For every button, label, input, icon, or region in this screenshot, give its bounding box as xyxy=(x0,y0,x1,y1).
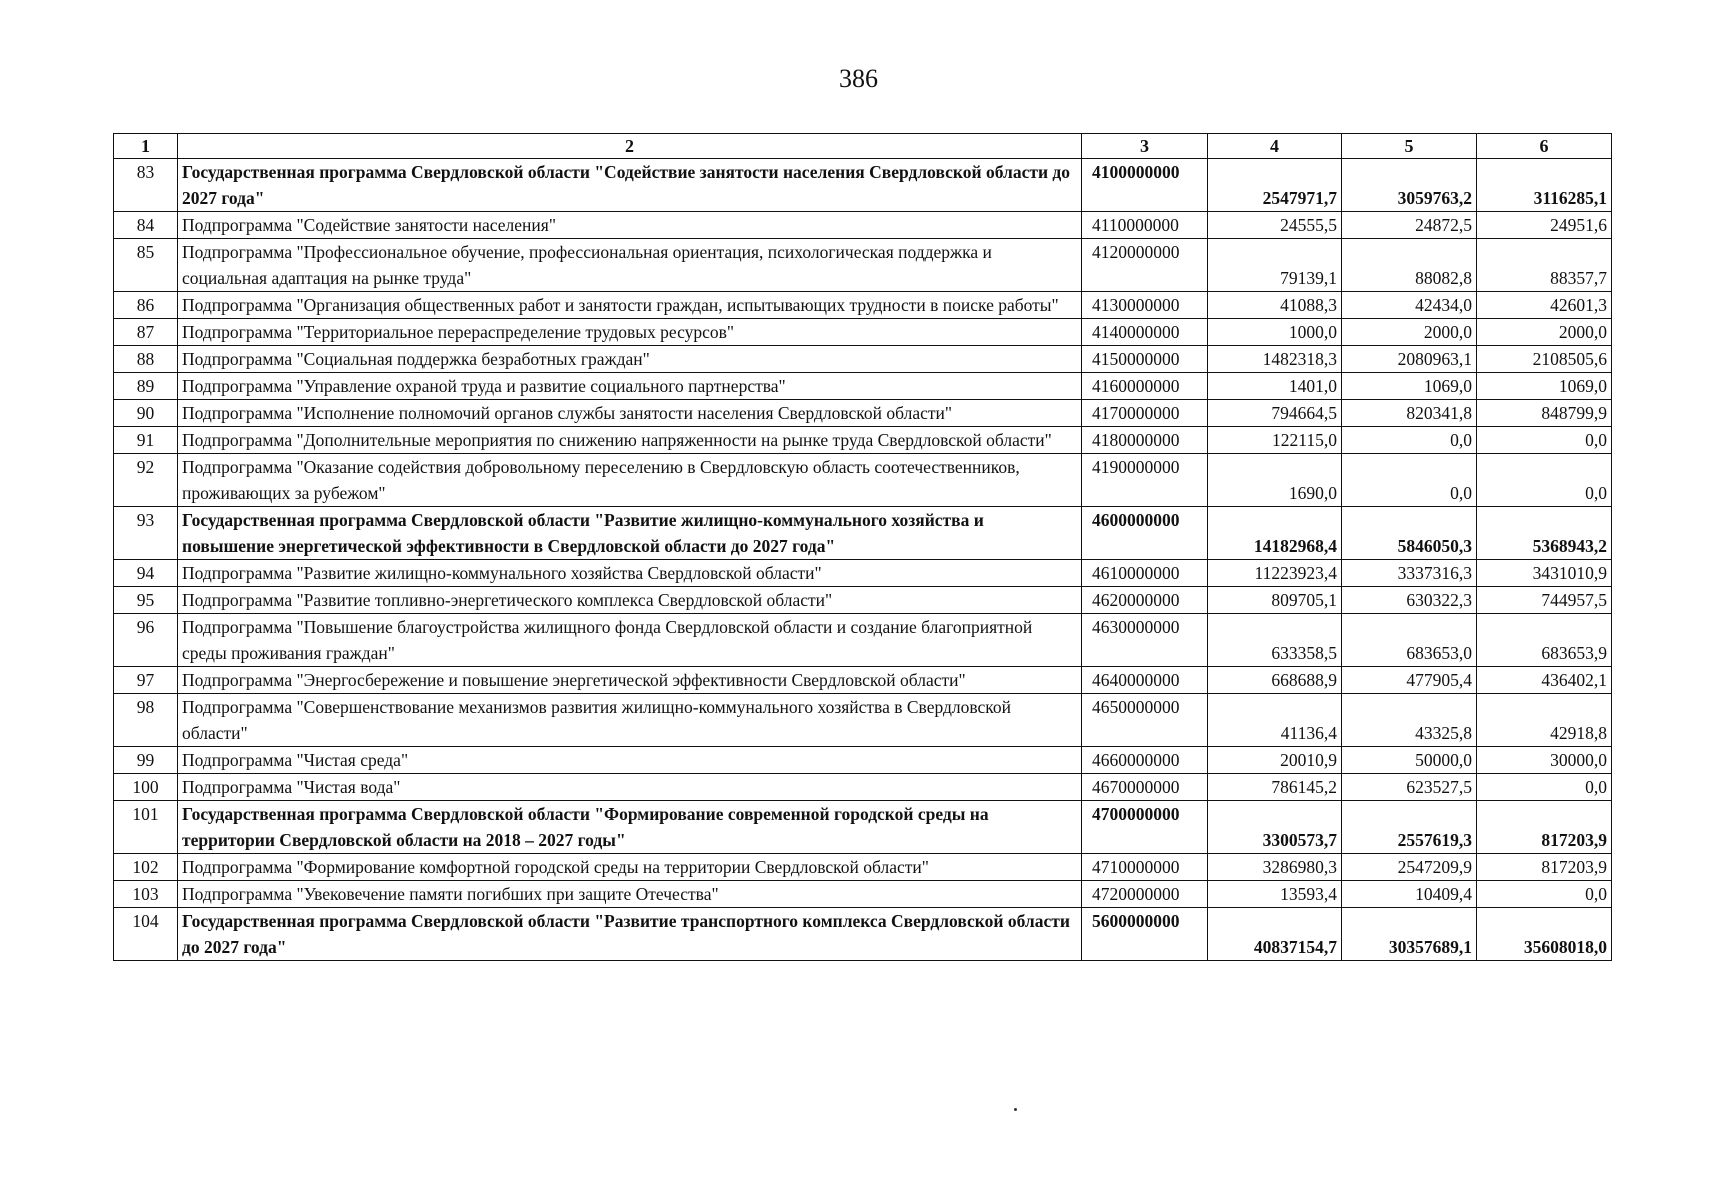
program-code: 4150000000 xyxy=(1082,346,1208,373)
value-col-5: 2547209,9 xyxy=(1342,854,1477,881)
value-col-4: 13593,4 xyxy=(1208,881,1342,908)
value-col-5: 3059763,2 xyxy=(1342,159,1477,212)
value-col-4: 20010,9 xyxy=(1208,747,1342,774)
row-number: 103 xyxy=(114,881,178,908)
value-col-5: 820341,8 xyxy=(1342,400,1477,427)
program-code: 4600000000 xyxy=(1082,507,1208,560)
value-col-5: 2080963,1 xyxy=(1342,346,1477,373)
header-col-4: 4 xyxy=(1208,134,1342,159)
table-row xyxy=(114,560,1612,587)
row-number: 89 xyxy=(114,373,178,400)
program-name: Подпрограмма "Совершенствование механизмов развития жилищно-коммунального хозяйства в Свердловской области" xyxy=(178,694,1082,747)
program-name: Подпрограмма "Управление охраной труда и развитие социального партнерства" xyxy=(178,373,1082,400)
value-col-5: 2000,0 xyxy=(1342,319,1477,346)
value-col-6: 436402,1 xyxy=(1477,667,1612,694)
row-number: 97 xyxy=(114,667,178,694)
table-row xyxy=(114,908,1612,961)
value-col-6: 683653,9 xyxy=(1477,614,1612,667)
value-col-6: 744957,5 xyxy=(1477,587,1612,614)
program-name: Государственная программа Свердловской области "Развитие жилищно-коммунального хозяйства и повышение энергетической эффективности в Свердловской области до 2027 года" xyxy=(178,507,1082,560)
row-number: 87 xyxy=(114,319,178,346)
value-col-4: 11223923,4 xyxy=(1208,560,1342,587)
program-name: Подпрограмма "Организация общественных работ и занятости граждан, испытывающих трудности в поиске работы" xyxy=(178,292,1082,319)
value-col-5: 43325,8 xyxy=(1342,694,1477,747)
program-code: 4660000000 xyxy=(1082,747,1208,774)
program-name: Подпрограмма "Содействие занятости населения" xyxy=(178,212,1082,239)
row-number: 91 xyxy=(114,427,178,454)
table-row xyxy=(114,346,1612,373)
row-number: 102 xyxy=(114,854,178,881)
table-row xyxy=(114,159,1612,212)
table-row xyxy=(114,400,1612,427)
value-col-5: 5846050,3 xyxy=(1342,507,1477,560)
program-name: Подпрограмма "Оказание содействия добровольному переселению в Свердловскую область соотечественников, проживающих за рубежом" xyxy=(178,454,1082,507)
row-number: 96 xyxy=(114,614,178,667)
value-col-6: 5368943,2 xyxy=(1477,507,1612,560)
value-col-4: 122115,0 xyxy=(1208,427,1342,454)
program-name: Подпрограмма "Повышение благоустройства жилищного фонда Свердловской области и создание благоприятной среды проживания граждан" xyxy=(178,614,1082,667)
program-code: 4110000000 xyxy=(1082,212,1208,239)
program-code: 4130000000 xyxy=(1082,292,1208,319)
program-code: 4700000000 xyxy=(1082,801,1208,854)
header-col-2: 2 xyxy=(178,134,1082,159)
value-col-5: 0,0 xyxy=(1342,454,1477,507)
program-code: 4100000000 xyxy=(1082,159,1208,212)
budget-table xyxy=(113,133,1612,961)
row-number: 85 xyxy=(114,239,178,292)
value-col-4: 1482318,3 xyxy=(1208,346,1342,373)
value-col-4: 3286980,3 xyxy=(1208,854,1342,881)
program-name: Подпрограмма "Профессиональное обучение, профессиональная ориентация, психологическая поддержка и социальная адаптация на рынке труда" xyxy=(178,239,1082,292)
value-col-4: 794664,5 xyxy=(1208,400,1342,427)
row-number: 88 xyxy=(114,346,178,373)
row-number: 90 xyxy=(114,400,178,427)
row-number: 83 xyxy=(114,159,178,212)
program-name: Подпрограмма "Территориальное перераспределение трудовых ресурсов" xyxy=(178,319,1082,346)
row-number: 100 xyxy=(114,774,178,801)
table-row xyxy=(114,747,1612,774)
program-name: Подпрограмма "Развитие топливно-энергетического комплекса Свердловской области" xyxy=(178,587,1082,614)
value-col-6: 30000,0 xyxy=(1477,747,1612,774)
table-row xyxy=(114,614,1612,667)
program-code: 4190000000 xyxy=(1082,454,1208,507)
table-row xyxy=(114,667,1612,694)
value-col-5: 10409,4 xyxy=(1342,881,1477,908)
value-col-6: 0,0 xyxy=(1477,427,1612,454)
table-row xyxy=(114,694,1612,747)
program-name: Подпрограмма "Чистая среда" xyxy=(178,747,1082,774)
program-code: 4640000000 xyxy=(1082,667,1208,694)
program-code: 4630000000 xyxy=(1082,614,1208,667)
value-col-6: 1069,0 xyxy=(1477,373,1612,400)
program-name: Подпрограмма "Формирование комфортной городской среды на территории Свердловской области" xyxy=(178,854,1082,881)
value-col-6: 0,0 xyxy=(1477,454,1612,507)
value-col-5: 88082,8 xyxy=(1342,239,1477,292)
header-row xyxy=(114,134,1612,159)
program-name: Подпрограмма "Развитие жилищно-коммунального хозяйства Свердловской области" xyxy=(178,560,1082,587)
value-col-4: 24555,5 xyxy=(1208,212,1342,239)
program-code: 4120000000 xyxy=(1082,239,1208,292)
program-code: 4720000000 xyxy=(1082,881,1208,908)
value-col-4: 809705,1 xyxy=(1208,587,1342,614)
table-row xyxy=(114,319,1612,346)
value-col-6: 0,0 xyxy=(1477,774,1612,801)
row-number: 101 xyxy=(114,801,178,854)
value-col-4: 668688,9 xyxy=(1208,667,1342,694)
value-col-5: 477905,4 xyxy=(1342,667,1477,694)
value-col-5: 30357689,1 xyxy=(1342,908,1477,961)
program-code: 4670000000 xyxy=(1082,774,1208,801)
value-col-6: 24951,6 xyxy=(1477,212,1612,239)
table-row xyxy=(114,507,1612,560)
row-number: 104 xyxy=(114,908,178,961)
row-number: 99 xyxy=(114,747,178,774)
program-code: 4710000000 xyxy=(1082,854,1208,881)
value-col-6: 2000,0 xyxy=(1477,319,1612,346)
table-row xyxy=(114,212,1612,239)
value-col-5: 2557619,3 xyxy=(1342,801,1477,854)
value-col-4: 2547971,7 xyxy=(1208,159,1342,212)
value-col-6: 817203,9 xyxy=(1477,801,1612,854)
value-col-4: 79139,1 xyxy=(1208,239,1342,292)
row-number: 98 xyxy=(114,694,178,747)
table-row xyxy=(114,292,1612,319)
value-col-4: 41088,3 xyxy=(1208,292,1342,319)
program-name: Государственная программа Свердловской области "Содействие занятости населения Свердловской области до 2027 года" xyxy=(178,159,1082,212)
row-number: 86 xyxy=(114,292,178,319)
program-code: 4610000000 xyxy=(1082,560,1208,587)
program-code: 4650000000 xyxy=(1082,694,1208,747)
value-col-4: 41136,4 xyxy=(1208,694,1342,747)
program-code: 4160000000 xyxy=(1082,373,1208,400)
header-col-5: 5 xyxy=(1342,134,1477,159)
value-col-6: 817203,9 xyxy=(1477,854,1612,881)
table-row xyxy=(114,854,1612,881)
value-col-5: 630322,3 xyxy=(1342,587,1477,614)
table-row xyxy=(114,587,1612,614)
value-col-4: 14182968,4 xyxy=(1208,507,1342,560)
value-col-5: 1069,0 xyxy=(1342,373,1477,400)
value-col-5: 683653,0 xyxy=(1342,614,1477,667)
table-row xyxy=(114,427,1612,454)
program-code: 5600000000 xyxy=(1082,908,1208,961)
value-col-4: 633358,5 xyxy=(1208,614,1342,667)
value-col-5: 0,0 xyxy=(1342,427,1477,454)
table-row xyxy=(114,454,1612,507)
row-number: 94 xyxy=(114,560,178,587)
value-col-5: 50000,0 xyxy=(1342,747,1477,774)
program-code: 4170000000 xyxy=(1082,400,1208,427)
header-col-1: 1 xyxy=(114,134,178,159)
value-col-4: 3300573,7 xyxy=(1208,801,1342,854)
value-col-5: 24872,5 xyxy=(1342,212,1477,239)
row-number: 84 xyxy=(114,212,178,239)
table-row xyxy=(114,774,1612,801)
table-row xyxy=(114,881,1612,908)
value-col-4: 40837154,7 xyxy=(1208,908,1342,961)
program-name: Подпрограмма "Увековечение памяти погибших при защите Отечества" xyxy=(178,881,1082,908)
table-row xyxy=(114,373,1612,400)
table-row xyxy=(114,801,1612,854)
program-name: Подпрограмма "Исполнение полномочий органов службы занятости населения Свердловской области" xyxy=(178,400,1082,427)
program-code: 4620000000 xyxy=(1082,587,1208,614)
scan-speck xyxy=(1014,1108,1017,1111)
value-col-6: 848799,9 xyxy=(1477,400,1612,427)
row-number: 93 xyxy=(114,507,178,560)
row-number: 92 xyxy=(114,454,178,507)
value-col-6: 88357,7 xyxy=(1477,239,1612,292)
program-code: 4140000000 xyxy=(1082,319,1208,346)
header-col-6: 6 xyxy=(1477,134,1612,159)
program-name: Государственная программа Свердловской области "Развитие транспортного комплекса Свердловской области до 2027 года" xyxy=(178,908,1082,961)
program-name: Подпрограмма "Энергосбережение и повышение энергетической эффективности Свердловской области" xyxy=(178,667,1082,694)
value-col-6: 0,0 xyxy=(1477,881,1612,908)
value-col-6: 3116285,1 xyxy=(1477,159,1612,212)
program-code: 4180000000 xyxy=(1082,427,1208,454)
value-col-5: 42434,0 xyxy=(1342,292,1477,319)
value-col-6: 35608018,0 xyxy=(1477,908,1612,961)
program-name: Государственная программа Свердловской области "Формирование современной городской среды на территории Свердловской области на 2018 – 2027 годы" xyxy=(178,801,1082,854)
value-col-6: 42918,8 xyxy=(1477,694,1612,747)
page-number: 386 xyxy=(839,64,878,93)
value-col-6: 3431010,9 xyxy=(1477,560,1612,587)
row-number: 95 xyxy=(114,587,178,614)
value-col-6: 2108505,6 xyxy=(1477,346,1612,373)
header-col-3: 3 xyxy=(1082,134,1208,159)
value-col-6: 42601,3 xyxy=(1477,292,1612,319)
value-col-4: 786145,2 xyxy=(1208,774,1342,801)
value-col-5: 623527,5 xyxy=(1342,774,1477,801)
program-name: Подпрограмма "Дополнительные мероприятия по снижению напряженности на рынке труда Свердловской области" xyxy=(178,427,1082,454)
program-name: Подпрограмма "Социальная поддержка безработных граждан" xyxy=(178,346,1082,373)
value-col-5: 3337316,3 xyxy=(1342,560,1477,587)
table-row xyxy=(114,239,1612,292)
program-name: Подпрограмма "Чистая вода" xyxy=(178,774,1082,801)
value-col-4: 1401,0 xyxy=(1208,373,1342,400)
value-col-4: 1690,0 xyxy=(1208,454,1342,507)
value-col-4: 1000,0 xyxy=(1208,319,1342,346)
